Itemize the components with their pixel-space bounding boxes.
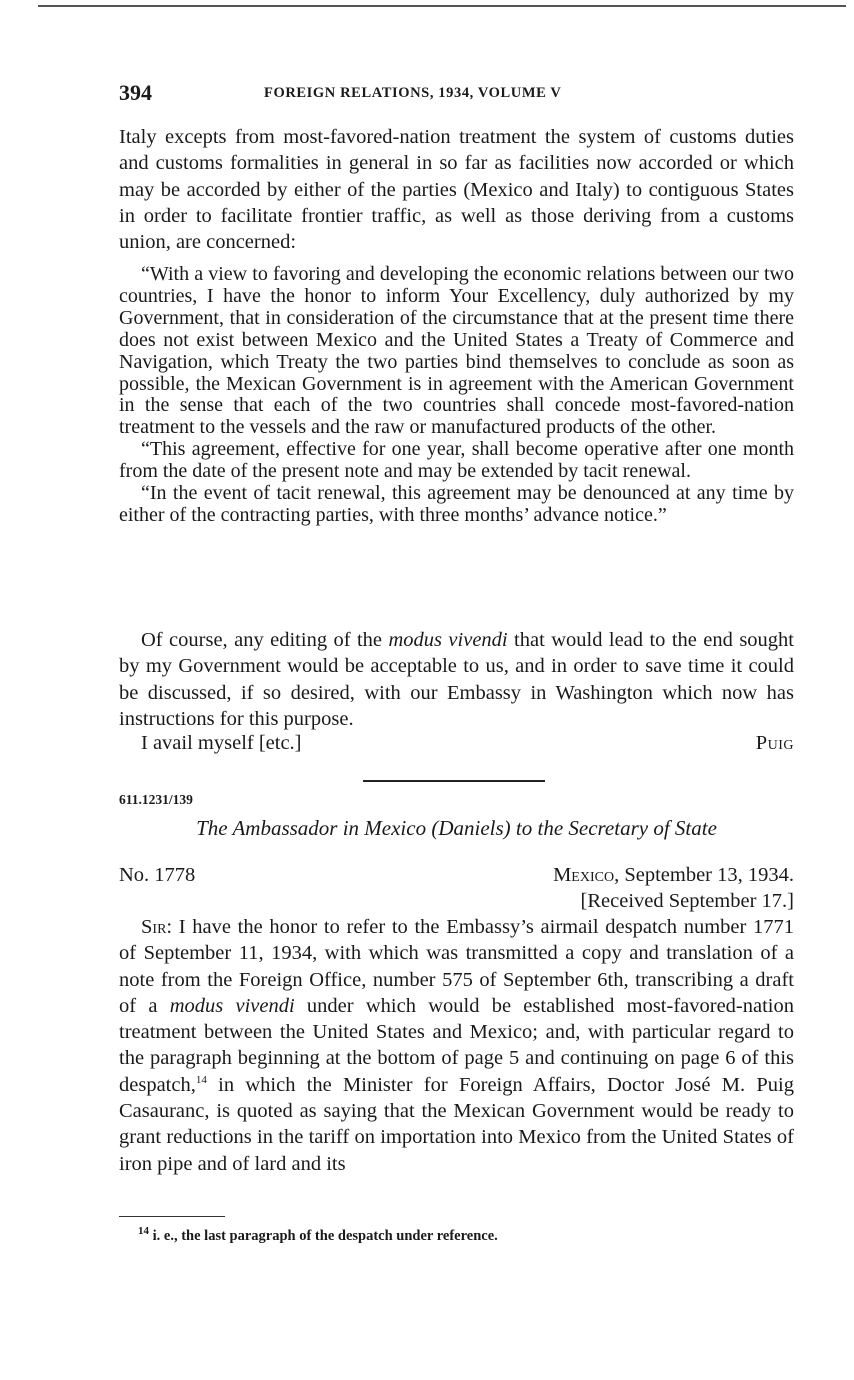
document-title: The Ambassador in Mexico (Daniels) to the Secretary of State <box>196 816 717 840</box>
closing-emphasis: modus vivendi <box>388 629 508 651</box>
place: Mexico <box>553 864 615 886</box>
place-date <box>553 862 794 888</box>
letter-emphasis: modus vivendi <box>169 994 295 1017</box>
letter-section <box>119 914 794 1177</box>
avail-line: I avail myself [etc.] <box>141 732 302 755</box>
footnote-marker: 14 <box>138 1225 149 1238</box>
letter-text-3: in which the Minister for Foreign Affairs, Doctor José M. Puig Casauranc, is quoted as saying that the Mexican Government would be ready to grant reductions in the tariff on importation into Mexico from the United States of iron pipe and of lard and its <box>119 1073 794 1175</box>
section-divider <box>363 780 545 782</box>
page-number: 394 <box>119 80 152 105</box>
despatch-number: No. 1778 <box>119 864 196 886</box>
footnote <box>138 1225 498 1245</box>
quoted-paragraph-3: “In the event of tacit renewal, this agreement may be denounced at any time by either of the contracting parties, with three months’ advance notice.” <box>119 482 794 526</box>
footnote-rule <box>119 1216 225 1217</box>
date: , September 13, 1934. <box>614 864 794 886</box>
letter-paragraph <box>119 914 794 1177</box>
signoff-row <box>119 732 794 758</box>
quoted-note <box>119 264 794 527</box>
running-head: FOREIGN RELATIONS, 1934, VOLUME V <box>264 85 562 101</box>
quoted-paragraph-2: “This agreement, effective for one year, shall become operative after one month from the date of the present note and may be extended by tacit renewal. <box>119 438 794 483</box>
received-date: [Received September 17.] <box>580 890 794 912</box>
quoted-paragraph-1: “With a view to favoring and developing the economic relations between our two countries, I have the honor to inform Your Excellency, duly authorized by my Government, that in consideration of the circumstance that at the present time there does not exist between Mexico and the United States a Treaty of Commerce and Navigation, which Treaty the two parties bind themselves to conclude as soon as possible, the Mexican Government is in agreement with the American Government in the sense that each of the two countries shall concede most-favored-nation treatment to the vessels and the raw or manufactured products of the other. <box>119 263 794 439</box>
page-header <box>119 80 794 106</box>
closing-section <box>119 627 794 758</box>
closing-paragraph <box>119 627 794 732</box>
file-number: 611.1231/139 <box>119 792 193 807</box>
letter-text-1: : I have the honor to refer to the Embassy’s airmail despatch number 1771 of September 11, 1934, with which was transmitted a copy and translation of a note from the Foreign Office, number 575 of September 6th, transcribing a draft of a <box>119 916 794 1017</box>
footnote-reference: 14 <box>195 1073 207 1086</box>
letter-text-2: under which would be established most-favored-nation treatment between the United States and Mexico; and, with particular regard to the paragraph beginning at the bottom of page 5 and continuing on page 6 of this despatch, <box>119 994 794 1096</box>
closing-text-before: Of course, any editing of the <box>141 629 389 651</box>
salutation: Sir <box>141 916 167 938</box>
closing-text-after: that would lead to the end sought by my Government would be acceptable to us, and in order to save time it could be discussed, if so desired, with our Embassy in Washington which now has instructions for this purpose. <box>119 629 794 730</box>
footnote-text: i. e., the last paragraph of the despatch under reference. <box>149 1228 498 1244</box>
intro-section <box>119 124 794 255</box>
signature: Puig <box>755 732 794 755</box>
top-rule <box>38 5 846 7</box>
intro-paragraph: Italy excepts from most-favored-nation treatment the system of customs duties and customs formalities in general in so far as facilities now accorded or which may be accorded by either of the parties (Mexico and Italy) to contiguous States in order to facilitate frontier traffic, as well as those deriving from a customs union, are concerned: <box>119 126 794 254</box>
